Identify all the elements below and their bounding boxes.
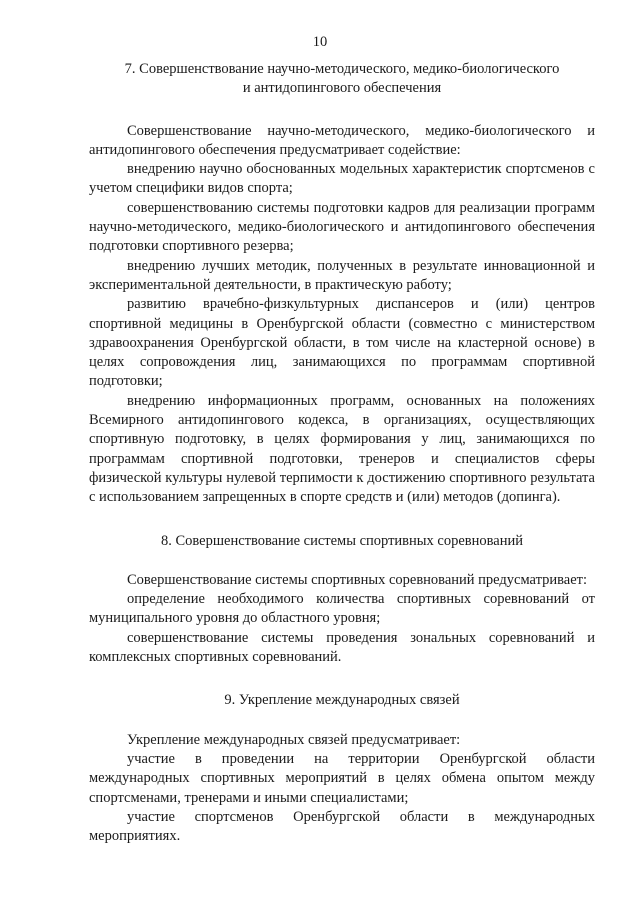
section-8-heading	[89, 532, 595, 551]
section-7-paragraph: внедрению лучших методик, полученных в результате инновационной и экспериментальной деятельности, в практическую работу;	[89, 257, 595, 293]
section-9-heading	[89, 691, 595, 710]
section-7-paragraph: совершенствованию системы подготовки кадров для реализации программ научно-методического, медико-биологического и антидопингового обеспечения подготовки спортивного резерва;	[89, 199, 595, 255]
section-7-paragraph: внедрению информационных программ, основанных на положениях Всемирного антидопингового кодекса, в организациях, осуществляющих спортивную подготовку, в целях формирования у лиц, занимающихся по программам спортивной подготовки, тренеров и специалистов сферы физической культуры нулевой терпимости к достижению спортивного результата с использованием запрещенных в спорте средств и (или) методов (допинга).	[89, 392, 595, 506]
section-7-paragraph: внедрению научно обоснованных модельных характеристик спортсменов с учетом специфики видов спорта;	[89, 161, 595, 197]
section-7-paragraph: развитию врачебно-физкультурных диспансеров и (или) центров спортивной медицины в Оренбургской области (совместно с министерством здравоохранения Оренбургской области, в том числе на кластерной основе) в целях сопровождения лиц, занимающихся по программам спортивной подготовки;	[89, 296, 595, 390]
section-8-paragraph: совершенствование системы проведения зональных соревнований и комплексных спортивных соревнований.	[89, 629, 595, 666]
section-9-paragraph: участие в проведении на территории Оренбургской области международных спортивных мероприятий в целях обмена опытом между спортсменами, тренерами и иными специалистами;	[89, 750, 595, 806]
section-7-heading	[89, 60, 595, 99]
section-8-paragraph: определение необходимого количества спортивных соревнований от муниципального уровня до областного уровня;	[89, 591, 595, 627]
section-9-paragraph: участие спортсменов Оренбургской области в международных мероприятиях.	[89, 808, 595, 845]
section-8-paragraph: Совершенствование системы спортивных соревнований предусматривает:	[127, 571, 588, 588]
section-8-heading-line-1: 8. Совершенствование системы спортивных соревнований	[160, 532, 524, 549]
section-7-paragraph: Совершенствование научно-методического, медико-биологического и антидопингового обеспечения предусматривает содействие:	[89, 122, 595, 158]
page-number: 10	[312, 34, 328, 50]
section-7-heading-line-1: 7. Совершенствование научно-методического, медико-биологического	[124, 61, 560, 77]
section-9-heading-line-1: 9. Укрепление международных связей	[224, 692, 460, 709]
section-9-paragraph: Укрепление международных связей предусматривает:	[127, 731, 461, 748]
section-7-heading-line-2: и антидопингового обеспечения	[242, 80, 442, 97]
document-body	[89, 60, 595, 846]
